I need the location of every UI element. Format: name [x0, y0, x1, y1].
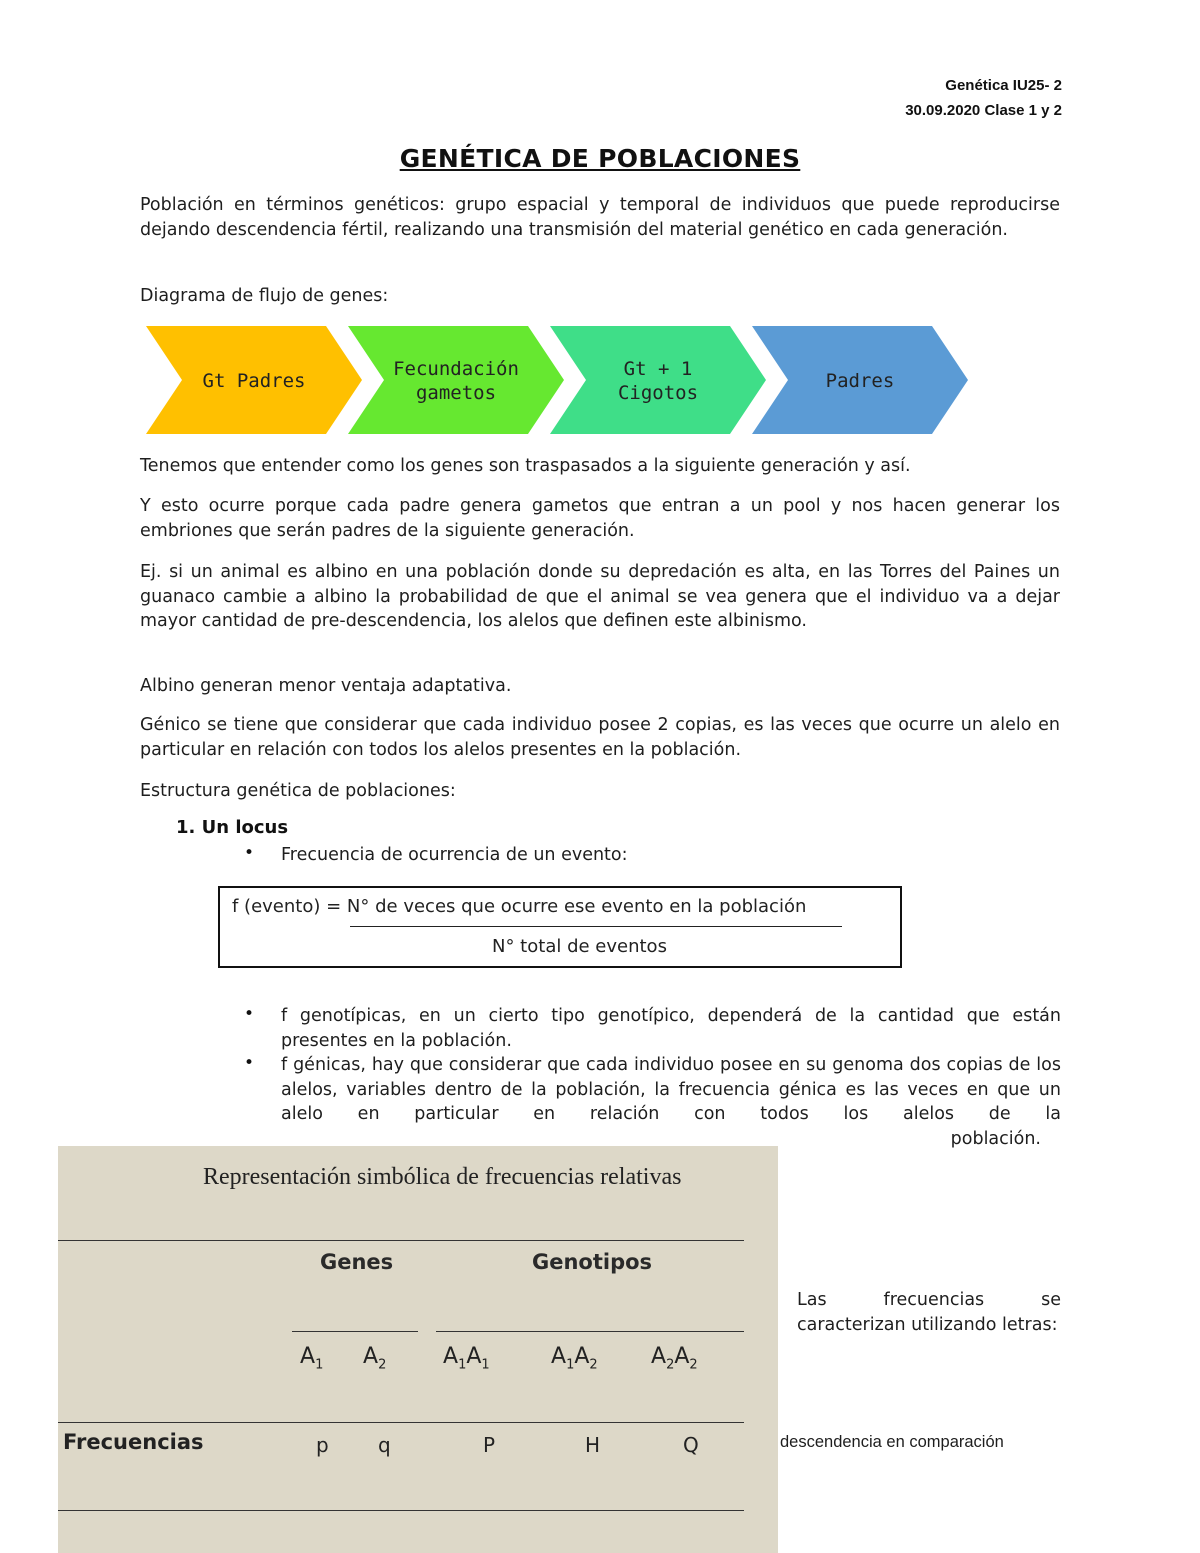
symbol-q: q [378, 1433, 391, 1457]
symbol-Q: Q [683, 1433, 699, 1457]
genotype-a2a2: $A_2A_2$ [651, 1344, 698, 1373]
symbol-H: H [585, 1433, 601, 1457]
paragraph-transfer: Tenemos que entender como los genes son traspasados a la siguiente generación y así. [140, 456, 911, 476]
paragraph-structure: Estructura genética de poblaciones: [140, 781, 456, 801]
side-note: Las frecuencias se caracterizan utilizando letras: [797, 1290, 1061, 1335]
paragraph-albino: Albino generan menor ventaja adaptativa. [140, 676, 512, 696]
gene-flow-diagram [144, 323, 974, 438]
flow-step-4-label: Padres [825, 370, 895, 392]
frequencies-label: Frecuencias [63, 1430, 204, 1454]
page-title: GENÉTICA DE POBLACIONES [399, 144, 801, 173]
bullet-icon: • [244, 843, 255, 863]
class-date: 30.09.2020 Clase 1 y 2 [905, 102, 1062, 119]
frequency-table [58, 1146, 778, 1553]
flow-step-4 [752, 326, 968, 434]
flow-step-2-label-1: Fecundación [393, 358, 519, 380]
flow-step-3-label-2: Cigotos [617, 382, 699, 404]
flow-step-1 [146, 326, 362, 434]
bullet-genic-end: población. [950, 1129, 1041, 1149]
table-title: Representación simbólica de frecuencias relativas [203, 1164, 682, 1190]
bullet-genic: f génicas, hay que considerar que cada individuo posee en su genoma dos copias de los alelos, variables dentro de la población, la frecuencia génica es las veces en que un alelo en particular en relación con todos los alelos de la [281, 1055, 1061, 1124]
flow-chevron-3 [550, 326, 766, 434]
course-code: Genética IU25- 2 [945, 77, 1062, 94]
table-rule [58, 1422, 744, 1423]
flow-chevron-2 [348, 326, 564, 434]
paragraph-genic: Génico se tiene que considerar que cada individuo posee 2 copias, es las veces que ocurre un alelo en particular en relación con todos los alelos presentes en la población. [140, 715, 1060, 760]
genotype-a1a1: $A_1A_1$ [443, 1344, 490, 1373]
fraction-line [350, 926, 842, 927]
paragraph-gametes: Y esto ocurre porque cada padre genera gametos que entran a un pool y nos hacen generar los embriones que serán padres de la siguiente generación. [140, 496, 1060, 541]
bullet-frequency: Frecuencia de ocurrencia de un evento: [281, 845, 628, 865]
flow-step-3 [550, 326, 766, 434]
allele-a1: $A_1$ [300, 1344, 324, 1373]
formula-numerator: f (evento) = N° de veces que ocurre ese evento en la población [232, 896, 807, 917]
definition-paragraph: Población en términos genéticos: grupo espacial y temporal de individuos que puede reproducirse dejando descendencia fértil, realizando una transmisión del material genético en cada generación. [140, 195, 1060, 240]
diagram-label: Diagrama de flujo de genes: [140, 286, 389, 306]
genotypes-rule [436, 1331, 744, 1332]
flow-step-1-label: Gt Padres [202, 370, 306, 392]
formula-box [218, 886, 902, 968]
symbol-p: p [316, 1433, 329, 1457]
bullet-genotypic: f genotípicas, en un cierto tipo genotípico, dependerá de la cantidad que están presentes en la población. [281, 1006, 1061, 1051]
bullet-icon: • [244, 1053, 255, 1073]
genes-header: Genes [320, 1250, 394, 1274]
genotype-a1a2: $A_1A_2$ [551, 1344, 598, 1373]
paragraph-example: Ej. si un animal es albino en una población donde su depredación es alta, en las Torres del Paines un guanaco cambie a albino la probabilidad de que el animal se vea genera que el individuo va a dejar mayor cantidad de pre-descendencia, los alelos que definen este albinismo. [140, 562, 1060, 631]
formula-denominator: N° total de eventos [492, 936, 667, 957]
allele-a2: $A_2$ [363, 1344, 387, 1373]
table-rule [58, 1240, 744, 1241]
bullet-icon: • [244, 1004, 255, 1024]
flow-step-3-label-1: Gt + 1 [623, 358, 693, 380]
flow-step-2-label-2: gametos [415, 382, 497, 404]
flow-step-2 [348, 326, 564, 434]
genes-rule [292, 1331, 418, 1332]
document-header [905, 73, 1062, 123]
table-rule [58, 1510, 744, 1511]
symbol-P: P [483, 1433, 496, 1457]
list-item-locus: 1. Un locus [176, 817, 289, 838]
text-fragment: descendencia en comparación [780, 1433, 1004, 1451]
genotypes-header: Genotipos [532, 1250, 653, 1274]
